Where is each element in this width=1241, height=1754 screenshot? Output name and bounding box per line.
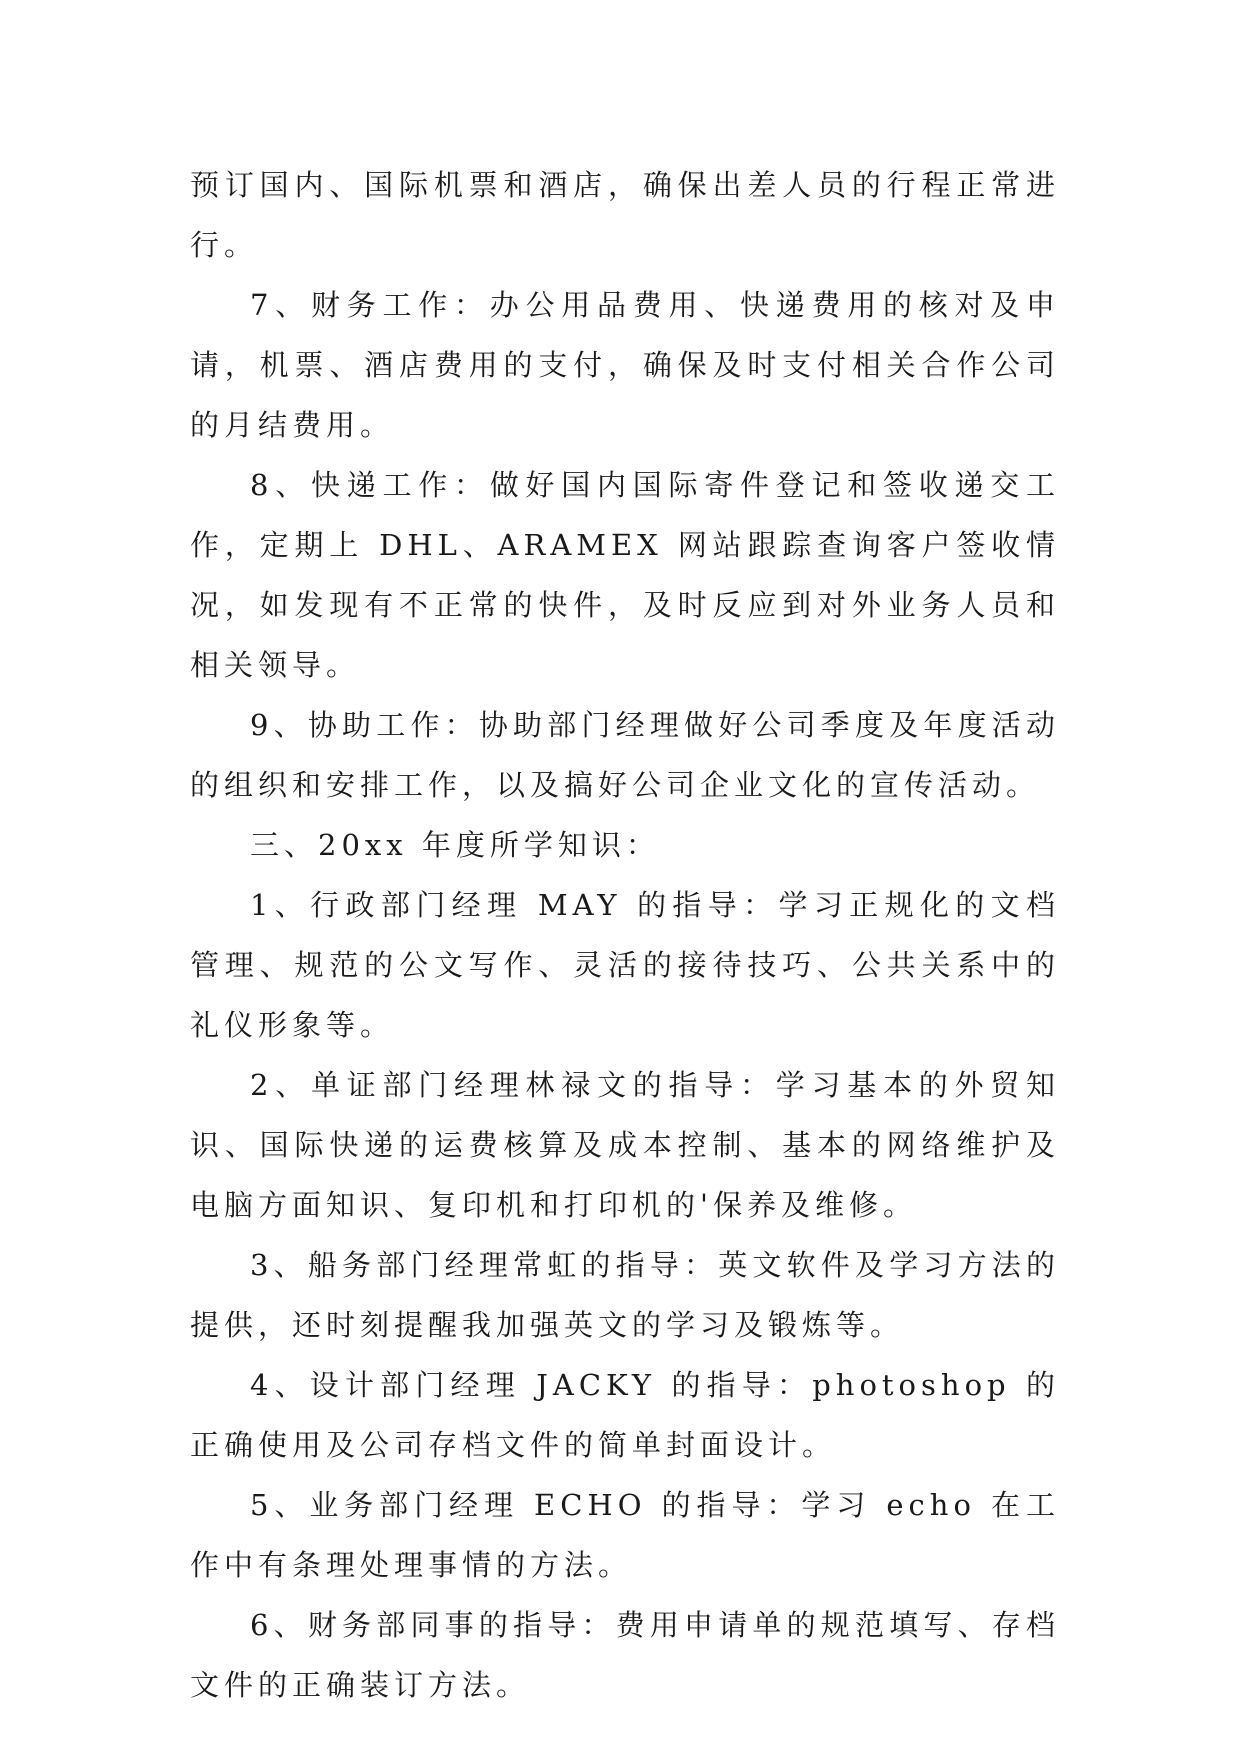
paragraph-business-guidance: 5、业务部门经理 ECHO 的指导：学习 echo 在工作中有条理处理事情的方法。 xyxy=(190,1488,1060,1582)
paragraph-admin-guidance: 1、行政部门经理 MAY 的指导：学习正规化的文档管理、规范的公文写作、灵活的接待技巧、公共关系中的礼仪形象等。 xyxy=(190,888,1060,1042)
document-body xyxy=(190,155,1060,1715)
paragraph-assist-work: 9、协助工作：协助部门经理做好公司季度及年度活动的组织和安排工作，以及搞好公司企业文化的宣传活动。 xyxy=(190,708,1060,802)
paragraph-booking-continuation: 预订国内、国际机票和酒店，确保出差人员的行程正常进行。 xyxy=(190,168,1060,262)
paragraph-design-guidance: 4、设计部门经理 JACKY 的指导：photoshop 的正确使用及公司存档文件的简单封面设计。 xyxy=(190,1368,1060,1462)
paragraph-finance-guidance: 6、财务部同事的指导：费用申请单的规范填写、存档文件的正确装订方法。 xyxy=(190,1608,1060,1702)
paragraph-shipping-guidance: 3、船务部门经理常虹的指导：英文软件及学习方法的提供，还时刻提醒我加强英文的学习及锻炼等。 xyxy=(190,1248,1060,1342)
paragraph-documents-guidance: 2、单证部门经理林禄文的指导：学习基本的外贸知识、国际快递的运费核算及成本控制、基本的网络维护及电脑方面知识、复印机和打印机的'保养及维修。 xyxy=(190,1068,1060,1222)
paragraph-finance-work: 7、财务工作：办公用品费用、快递费用的核对及申请，机票、酒店费用的支付，确保及时支付相关合作公司的月结费用。 xyxy=(190,288,1060,442)
section-heading-knowledge: 三、20xx 年度所学知识： xyxy=(250,828,660,862)
paragraph-courier-work: 8、快递工作：做好国内国际寄件登记和签收递交工作，定期上 DHL、ARAMEX 网站跟踪查询客户签收情况，如发现有不正常的快件，及时反应到对外业务人员和相关领导。 xyxy=(190,468,1060,682)
